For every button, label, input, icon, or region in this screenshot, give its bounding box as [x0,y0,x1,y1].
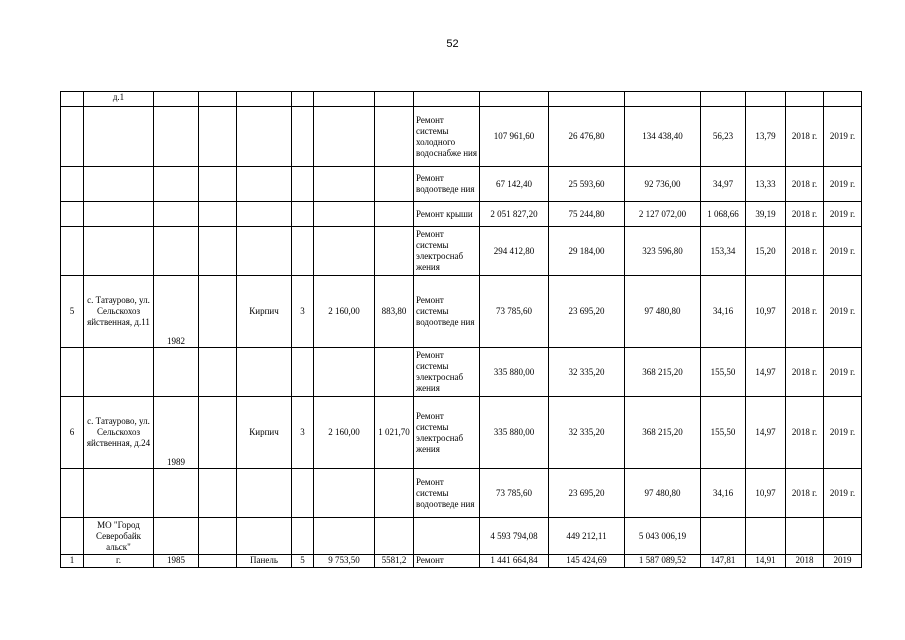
cell-cost-per-m2-owners [746,518,786,555]
cell-wall-material [237,469,292,518]
cell-cost-fund: 73 785,60 [480,276,549,348]
cell-address [84,167,154,202]
cell-floors [292,167,314,202]
cell-cost-fund: 73 785,60 [480,469,549,518]
cell-cost-per-m2-owners [746,92,786,107]
cell-row-number [61,227,84,276]
cell-cost-total: 368 215,20 [625,348,701,397]
cell-row-number: 1 [61,555,84,568]
cell-plan-end: 2019 г. [824,202,862,227]
cell-cost-fund: 4 593 794,08 [480,518,549,555]
cell-cost-fund [480,92,549,107]
cell-total-area: 2 160,00 [314,397,375,469]
cell-cost-per-m2 [701,518,746,555]
cell-cost-per-m2-owners: 39,19 [746,202,786,227]
cell-plan-start: 2018 [786,555,824,568]
cell-wall-material [237,167,292,202]
cell-plan-end [824,92,862,107]
cell-work-type: Ремонт крыши [414,202,480,227]
cell-plan-start: 2018 г. [786,276,824,348]
cell-total-area [314,92,375,107]
cell-floors [292,348,314,397]
cell-plan-start: 2018 г. [786,348,824,397]
cell-cost-fund: 335 880,00 [480,397,549,469]
cell-cost-fund: 335 880,00 [480,348,549,397]
cell-address: МО "Город Северобайк альск" [84,518,154,555]
cell-cost-per-m2: 147,81 [701,555,746,568]
cell-work-type: Ремонт [414,555,480,568]
cell-blank-col [199,276,237,348]
cell-living-area: 1 021,70 [375,397,414,469]
cell-floors [292,92,314,107]
cell-cost-total: 323 596,80 [625,227,701,276]
cell-plan-start: 2018 г. [786,469,824,518]
cell-plan-start [786,518,824,555]
cell-plan-start: 2018 г. [786,227,824,276]
cell-cost-owners: 449 212,11 [549,518,625,555]
cell-blank-col [199,397,237,469]
cell-total-area [314,227,375,276]
cell-total-area [314,202,375,227]
cell-cost-per-m2: 34,16 [701,276,746,348]
cell-year-built [154,92,199,107]
cell-cost-owners: 32 335,20 [549,348,625,397]
cell-plan-end: 2019 г. [824,107,862,167]
cell-cost-owners: 25 593,60 [549,167,625,202]
cell-blank-col [199,227,237,276]
cell-wall-material [237,348,292,397]
cell-address [84,348,154,397]
cell-cost-total: 2 127 072,00 [625,202,701,227]
cell-cost-per-m2-owners: 15,20 [746,227,786,276]
cell-cost-per-m2: 155,50 [701,348,746,397]
cell-blank-col [199,92,237,107]
cell-plan-end: 2019 г. [824,348,862,397]
cell-wall-material [237,92,292,107]
cell-floors [292,469,314,518]
cell-cost-fund: 107 961,60 [480,107,549,167]
cell-living-area: 5581,2 [375,555,414,568]
page-number: 52 [446,38,459,50]
cell-plan-start: 2018 г. [786,167,824,202]
cell-work-type [414,92,480,107]
cell-wall-material [237,518,292,555]
cell-work-type: Ремонт системы электроснаб жения [414,397,480,469]
cell-blank-col [199,518,237,555]
cell-row-number [61,348,84,397]
cell-work-type: Ремонт системы электроснаб жения [414,227,480,276]
cell-year-built [154,469,199,518]
cell-address: г. [84,555,154,568]
cell-plan-end: 2019 г. [824,397,862,469]
cell-cost-per-m2-owners: 14,97 [746,348,786,397]
cell-floors: 5 [292,555,314,568]
cell-living-area [375,518,414,555]
cell-total-area [314,107,375,167]
cell-cost-per-m2-owners: 14,97 [746,397,786,469]
cell-cost-owners: 29 184,00 [549,227,625,276]
table-row [61,107,862,167]
cell-blank-col [199,107,237,167]
cell-cost-total: 5 043 006,19 [625,518,701,555]
cell-cost-owners: 145 424,69 [549,555,625,568]
table-row [61,555,862,568]
cell-address: с. Татаурово, ул. Сельскохоз яйственная, д.11 [84,276,154,348]
cell-wall-material [237,107,292,167]
cell-blank-col [199,348,237,397]
cell-living-area: 883,80 [375,276,414,348]
cell-year-built: 1982 [154,276,199,348]
cell-floors: 3 [292,397,314,469]
cell-cost-per-m2-owners: 14,91 [746,555,786,568]
cell-cost-fund: 2 051 827,20 [480,202,549,227]
cell-row-number [61,202,84,227]
cell-floors: 3 [292,276,314,348]
cell-wall-material: Кирпич [237,397,292,469]
cell-living-area [375,92,414,107]
cell-address [84,469,154,518]
cell-year-built [154,167,199,202]
cell-cost-per-m2: 153,34 [701,227,746,276]
cell-total-area [314,348,375,397]
cell-wall-material [237,202,292,227]
cell-cost-total: 97 480,80 [625,276,701,348]
cell-cost-fund: 294 412,80 [480,227,549,276]
cell-blank-col [199,555,237,568]
cell-cost-per-m2: 1 068,66 [701,202,746,227]
table-row [61,227,862,276]
cell-cost-owners: 32 335,20 [549,397,625,469]
cell-row-number [61,92,84,107]
cell-cost-per-m2-owners: 10,97 [746,276,786,348]
cell-plan-end: 2019 г. [824,276,862,348]
cell-cost-per-m2: 56,23 [701,107,746,167]
table-row [61,202,862,227]
cell-address [84,107,154,167]
cell-cost-total: 97 480,80 [625,469,701,518]
cell-living-area [375,202,414,227]
cell-cost-per-m2-owners: 10,97 [746,469,786,518]
cell-address: д.1 [84,92,154,107]
cell-plan-end: 2019 [824,555,862,568]
cell-wall-material: Кирпич [237,276,292,348]
cell-address [84,227,154,276]
cell-year-built [154,107,199,167]
cell-cost-fund: 1 441 664,84 [480,555,549,568]
cell-year-built [154,227,199,276]
cell-plan-end: 2019 г. [824,469,862,518]
cell-living-area [375,469,414,518]
cell-cost-per-m2-owners: 13,33 [746,167,786,202]
cell-wall-material: Панель [237,555,292,568]
cell-living-area [375,167,414,202]
table-row [61,348,862,397]
cell-floors [292,518,314,555]
cell-cost-owners: 26 476,80 [549,107,625,167]
cell-blank-col [199,167,237,202]
cell-cost-per-m2 [701,92,746,107]
cell-work-type: Ремонт системы водоотведе ния [414,469,480,518]
cell-cost-total: 92 736,00 [625,167,701,202]
cell-year-built [154,348,199,397]
cell-plan-end [824,518,862,555]
cell-total-area [314,469,375,518]
cell-plan-start: 2018 г. [786,202,824,227]
cell-plan-start [786,92,824,107]
cell-living-area [375,107,414,167]
cell-cost-total [625,92,701,107]
cell-year-built [154,202,199,227]
cell-living-area [375,227,414,276]
cell-year-built [154,518,199,555]
cell-cost-owners [549,92,625,107]
table-row [61,92,862,107]
cell-year-built: 1985 [154,555,199,568]
cell-plan-end: 2019 г. [824,167,862,202]
cell-row-number [61,469,84,518]
cell-cost-total: 1 587 089,52 [625,555,701,568]
cell-cost-per-m2: 155,50 [701,397,746,469]
cell-row-number [61,518,84,555]
cell-floors [292,227,314,276]
cell-cost-owners: 23 695,20 [549,276,625,348]
cell-floors [292,202,314,227]
cell-work-type: Ремонт системы холодного водоснабже ния [414,107,480,167]
cell-total-area [314,167,375,202]
cell-row-number [61,107,84,167]
cell-blank-col [199,202,237,227]
cell-work-type: Ремонт системы водоотведе ния [414,276,480,348]
cell-cost-per-m2: 34,97 [701,167,746,202]
cell-cost-per-m2: 34,16 [701,469,746,518]
cell-total-area: 2 160,00 [314,276,375,348]
table-row [61,469,862,518]
cell-plan-start: 2018 г. [786,107,824,167]
cell-work-type: Ремонт системы электроснаб жения [414,348,480,397]
cell-row-number [61,167,84,202]
cell-blank-col [199,469,237,518]
cell-plan-end: 2019 г. [824,227,862,276]
cell-plan-start: 2018 г. [786,397,824,469]
cell-cost-owners: 75 244,80 [549,202,625,227]
cell-cost-owners: 23 695,20 [549,469,625,518]
cell-total-area [314,518,375,555]
capital-repair-table [60,91,862,568]
table-row [61,167,862,202]
cell-row-number: 6 [61,397,84,469]
table-row [61,276,862,348]
cell-cost-total: 134 438,40 [625,107,701,167]
cell-year-built: 1989 [154,397,199,469]
cell-address [84,202,154,227]
cell-total-area: 9 753,50 [314,555,375,568]
cell-work-type [414,518,480,555]
cell-cost-total: 368 215,20 [625,397,701,469]
cell-wall-material [237,227,292,276]
table-row [61,397,862,469]
table-row [61,518,862,555]
cell-row-number: 5 [61,276,84,348]
cell-cost-per-m2-owners: 13,79 [746,107,786,167]
cell-living-area [375,348,414,397]
cell-work-type: Ремонт водоотведе ния [414,167,480,202]
cell-address: с. Татаурово, ул. Сельскохоз яйственная, д.24 [84,397,154,469]
cell-cost-fund: 67 142,40 [480,167,549,202]
cell-floors [292,107,314,167]
